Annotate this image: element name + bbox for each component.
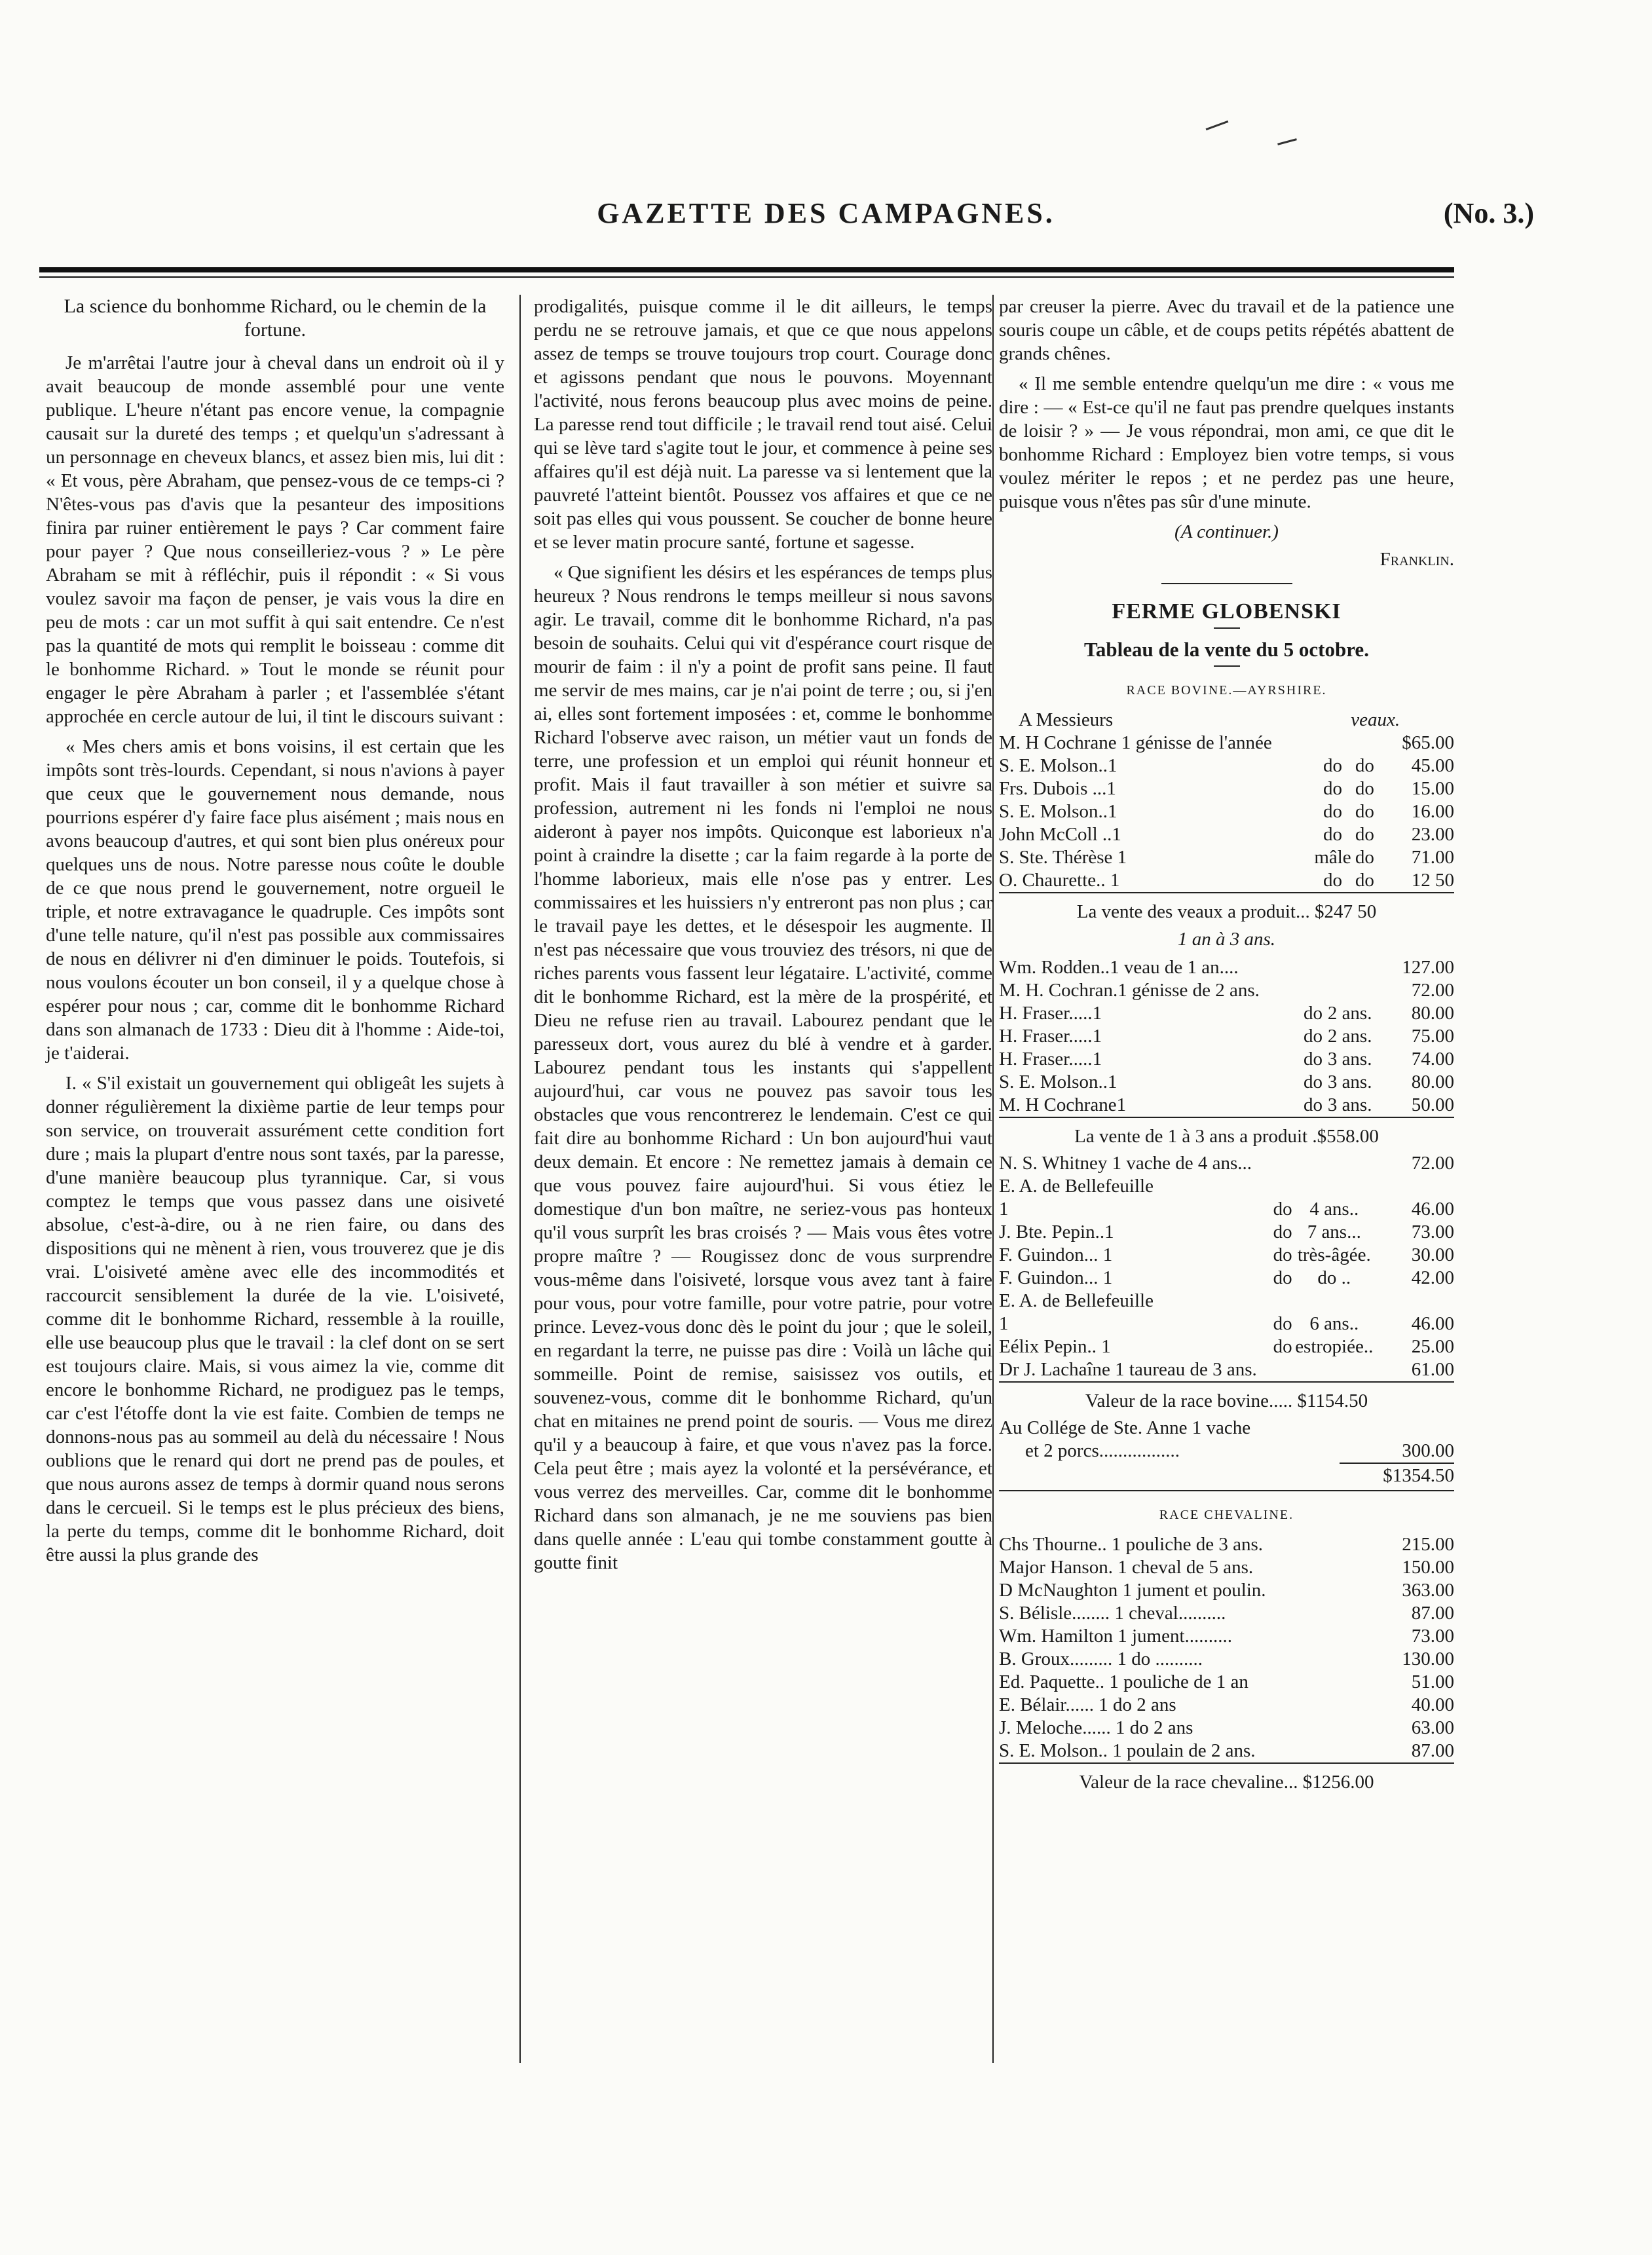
table-row: [999, 823, 1454, 846]
table-row: [999, 1694, 1454, 1717]
table-row: [999, 1671, 1454, 1694]
row-col2: do: [1323, 755, 1342, 776]
row-amount: 130.00: [1402, 1649, 1454, 1669]
row-col3: do ..: [1317, 1267, 1351, 1288]
row-col2: mâle: [1314, 847, 1351, 868]
table-row: [999, 755, 1454, 777]
row-name: Major Hanson. 1 cheval de 5 ans.: [999, 1557, 1254, 1578]
column-1: [46, 295, 504, 1573]
table-row: [999, 956, 1454, 979]
table-row: [999, 1002, 1454, 1025]
row-col3: [1293, 1358, 1376, 1381]
row-col3: do: [1355, 801, 1374, 822]
row-col2: do: [1303, 1094, 1323, 1115]
row-col2: do: [1303, 1072, 1323, 1092]
row-col3: do: [1355, 778, 1374, 799]
row-amount: 46.00: [1411, 1313, 1454, 1334]
row-col2: do: [1323, 824, 1342, 845]
cows-table: [999, 1152, 1454, 1381]
row-col3: do: [1355, 847, 1374, 868]
row-amount: 87.00: [1411, 1603, 1454, 1624]
article-paragraph: « Que signifient les désirs et les espérances de temps plus heureux ? Nous rendrons le temps meilleur si nous savons agir. Le travail, comme dit le bonhomme Richard, n'a pas besoin de souhaits. Celui qui vit d'espérance court risque de mourir de faim : il n'y a point de profit sans peine. Il faut me servir de mes mains, car je n'ai point de terre ; ou, si j'en ai, elles sont fortement imposées : et, comme le bonhomme Richard l'observe avec raison, un métier vaut un fonds de terre, une profession et un emploi qui réunit honneur et profit. Mais il faut travailler à son métier et suivre sa profession, autrement ni les fonds ni l'emploi ne nous aideront à payer nos impôts. Quiconque est laborieux n'a point à craindre la disette ; car la faim regarde à la porte de l'homme laborieux, mais elle n'ose pas y entrer. Les commissaires et les huissiers n'y entreront pas non plus ; car le travail paye les dettes, et le désespoir les augmente. Il n'est pas nécessaire que vous trouviez des trésors, ni que de riches parents vous fassent leur légataire. L'activité, comme dit le bonhomme Richard, est la mère de la prospérité, et Dieu ne refuse rien au travail. Labourez pendant que le paresseux dort, vous aurez du blé à vendre et à garder. Labourez pendant tous les instants qui s'appellent aujourd'hui, car vous ne pouvez pas savoir tous les obstacles que vous rencontrerez le lendemain. C'est ce qui fait dire au bonhomme Richard : Un bon aujourd'hui vaut deux demain. Et encore : Ne remettez jamais à demain ce que vous pouvez faire aujourd'hui. Si vous étiez le domestique d'un bon maître, ne seriez-vous pas honteux qu'il vous surprît les bras croisés ? — Mais vous êtes votre propre maître ? — Rougissez donc de vous surprendre vous-même dans l'oisiveté, lorsque vous avez tant à faire pour vous, pour votre famille, pour votre patrie, pour votre prince. Levez-vous donc dès le point du jour ; que le soleil, en regardant la terre, ne puisse pas dire : Voilà un lâche qui sommeille. Point de remise, saisissez vos outils, et souvenez-vous, comme dit le bonhomme Richard, qu'un chat en mitaines ne prend point de souris. — Vous me direz qu'il y a beaucoup à faire, et que vous n'avez pas la force. Cela peut être ; mais ayez la volonté et la persévérance, et vous verrez des merveilles. Car, comme dit le bonhomme Richard dans son almanach, je ne me souviens pas bien dans quelle année : L'eau qui tombe constamment goutte à goutte finit: [534, 562, 992, 1573]
row-amount: 300.00: [1402, 1440, 1454, 1461]
row-col2: [1273, 1175, 1293, 1198]
column-2: [534, 295, 992, 1581]
row-name: J. Bte. Pepin..1: [999, 1221, 1114, 1242]
table-row: [999, 1358, 1454, 1381]
article-paragraph: « Il me semble entendre quelqu'un me dire : « vous me dire : — « Est-ce qu'il ne faut pas prendre quelques instants de loisir ? » — Je vous répondrai, mon ami, ce que dit le bonhomme Richard : Employez bien votre temps, si vous voulez mériter le repos ; et ne perdez pas une heure, puisque vous n'êtes pas sûr d'une minute.: [999, 373, 1454, 512]
title-rule: [1214, 665, 1240, 667]
row-name: B. Groux......... 1 do ..........: [999, 1649, 1203, 1669]
row-name: H. Fraser.....1: [999, 1003, 1102, 1024]
row-col3: do: [1355, 870, 1374, 891]
row-name: John McColl ..1: [999, 824, 1121, 845]
row-name: Wm. Hamilton 1 jument..........: [999, 1626, 1233, 1647]
article-paragraph: par creuser la pierre. Avec du travail et de la patience une souris coupe un câble, et de coups petits répétés abattent de grands chênes.: [999, 296, 1454, 364]
row-name: N. S. Whitney 1 vache de 4 ans...: [999, 1153, 1252, 1174]
row-amount: $65.00: [1402, 732, 1454, 753]
table-row: [999, 1335, 1454, 1358]
table-row: [999, 800, 1454, 823]
row-col3: 7 ans...: [1307, 1221, 1361, 1242]
table-row: [999, 1648, 1454, 1671]
table-row: [999, 1094, 1454, 1117]
row-amount: 51.00: [1411, 1671, 1454, 1692]
article-title: La science du bonhomme Richard, ou le chemin de la fortune.: [64, 295, 487, 341]
row-amount: [1376, 1175, 1454, 1198]
table-row: [999, 1533, 1454, 1556]
row-name: Dr J. Lachaîne 1 taureau de 3 ans.: [999, 1359, 1257, 1380]
row-amount: 80.00: [1411, 1003, 1454, 1024]
row-amount: 40.00: [1411, 1694, 1454, 1715]
row-amount: 72.00: [1411, 980, 1454, 1001]
row-name: Eélix Pepin.. 1: [999, 1336, 1111, 1357]
continuation-note: (A continuer.): [1174, 521, 1279, 542]
table-row: [999, 1175, 1454, 1198]
row-amount: [1376, 1290, 1454, 1313]
row-name: E. Bélair...... 1 do 2 ans: [999, 1694, 1176, 1715]
row-col2: [1302, 979, 1324, 1002]
scan-mark: [1277, 138, 1297, 145]
total-rule: [999, 1762, 1454, 1764]
article-paragraph: I. « S'il existait un gouvernement qui obligeât les sujets à donner régulièrement la dixième partie de leur temps pour son service, on trouverait assurément cette condition fort dure ; mais la plupart d'entre nous sont taxés, par la paresse, d'une manière beaucoup plus tyrannique. Car, si vous comptez le temps que vous passez dans une oisiveté absolue, c'est-à-dire, ou à ne rien faire, ou dans des dispositions qui ne mènent à rien, vous trouverez que je dis vrai. L'oisiveté amène avec elle des incommodités et raccourcit sensiblement la durée de la vie. L'oisiveté, comme dit le bonhomme Richard, ressemble à la rouille, elle use beaucoup plus que le travail : la clef dont on se sert est toujours claire. Mais, si vous aimez la vie, comme dit encore le bonhomme Richard, ne prodiguez pas le temps, car c'est l'étoffe dont la vie est faite. Combien de temps ne donnons-nous pas au sommeil au delà du nécessaire ! Nous oublions que le renard qui dort ne prend pas de poules, et que nous aurons assez de temps à dormir quand nous serons dans le cercueil. Si le temps est le plus précieux des biens, la perte du temps, comme dit le bonhomme Richard, doit être aussi la plus grande des: [46, 1073, 504, 1565]
total-rule: [999, 1381, 1454, 1383]
title-rule: [1214, 627, 1240, 629]
row-col2: do: [1273, 1221, 1292, 1242]
row-col3: 3 ans.: [1327, 1049, 1372, 1070]
row-col3: estropiée..: [1295, 1336, 1374, 1357]
row-amount: 61.00: [1411, 1359, 1454, 1380]
table-row: [999, 1071, 1454, 1094]
total-rule: [999, 892, 1454, 893]
row-amount: 150.00: [1402, 1557, 1454, 1578]
row-col3: 3 ans.: [1327, 1072, 1372, 1092]
row-col2: do: [1303, 1049, 1323, 1070]
table-row: [999, 1625, 1454, 1648]
row-col3: [1293, 1175, 1376, 1198]
row-amount: 45.00: [1411, 755, 1454, 776]
row-col3: do: [1355, 824, 1374, 845]
sale-subtitle: Tableau de la vente du 5 octobre.: [1084, 638, 1369, 661]
row-name: Chs Thourne.. 1 pouliche de 3 ans.: [999, 1534, 1263, 1555]
row-col2: do: [1323, 801, 1342, 822]
header-rule-thin: [39, 276, 1454, 278]
row-amount: 363.00: [1402, 1580, 1454, 1601]
table-row: [999, 1244, 1454, 1267]
row-col2: do: [1273, 1267, 1292, 1288]
table-row: [999, 1602, 1454, 1625]
scan-mark: [1206, 121, 1229, 130]
row-col3: do: [1355, 755, 1374, 776]
issue-number: (No. 3.): [1443, 197, 1534, 229]
row-amount: 87.00: [1411, 1740, 1454, 1761]
table-row: [999, 1221, 1454, 1244]
yearlings-total: La vente de 1 à 3 ans a produit .$558.00: [1074, 1126, 1379, 1147]
row-amount: 74.00: [1411, 1049, 1454, 1070]
article-paragraph: prodigalités, puisque comme il le dit ailleurs, le temps perdu ne se retrouve jamais, et que ce que nous appelons assez de temps se trouve toujours trop court. Courage donc et agissons pendant que nous le pouvons. Moyennant l'activité, nous ferons beaucoup plus avec moins de peine. La paresse rend tout difficile ; le travail rend tout aisé. Celui qui se lève tard s'agite tout le jour, et commence à peine ses affaires qu'il est déjà nuit. La paresse va si lentement que la pauvreté l'atteint bientôt. Poussez vos affaires et que ce ne soit pas elles qui vous poussent. Se coucher de bonne heure et se lever matin procure santé, fortune et sagesse.: [534, 296, 992, 553]
row-col2: do: [1273, 1244, 1292, 1265]
row-name: F. Guindon... 1: [999, 1244, 1113, 1265]
row-name: Ed. Paquette.. 1 pouliche de 1 an: [999, 1671, 1248, 1692]
row-col2: [1302, 956, 1324, 979]
row-name: M. H Cochrane 1 génisse de l'année: [999, 732, 1272, 753]
table-row: [999, 732, 1454, 755]
row-name: O. Chaurette.. 1: [999, 870, 1120, 891]
article-paragraph: « Mes chers amis et bons voisins, il est certain que les impôts sont très-lourds. Cependant, si nous n'avions à payer que ceux que le gouvernement nous demande, nous pourrions espérer d'y faire face plus aisément ; mais nous en avons beaucoup d'autres, et qui sont bien plus onéreux pour quelques uns de nous. Notre paresse nous coûte le double de ce que nous prend le gouvernement, notre orgueil le triple, et notre extravagance le quadruple. Ces impôts sont d'une telle nature, qu'il n'est pas possible aux commissaires de nous en délivrer ni d'en diminuer le poids. Toutefois, si nous voulons écouter un bon conseil, il y a quelque chose à espérer pour nous ; car, comme dit le bonhomme Richard dans son almanach de 1733 : Dieu dit à l'homme : Aide-toi, je t'aiderai.: [46, 736, 504, 1064]
row-amount: 73.00: [1411, 1626, 1454, 1647]
section-rule: [1161, 583, 1292, 584]
row-amount: 215.00: [1402, 1534, 1454, 1555]
table-row: [999, 1290, 1454, 1313]
row-col2: do: [1273, 1199, 1292, 1220]
row-name: F. Guindon... 1: [999, 1267, 1113, 1288]
row-amount: 25.00: [1411, 1336, 1454, 1357]
table-row: [999, 846, 1454, 869]
farm-title: FERME GLOBENSKI: [1112, 599, 1342, 624]
row-col3: 2 ans.: [1327, 1003, 1372, 1024]
newspaper-title: GAZETTE DES CAMPAGNES.: [597, 197, 1055, 229]
row-col2: do: [1303, 1003, 1323, 1024]
horse-value: Valeur de la race chevaline... $1256.00: [1079, 1772, 1374, 1793]
row-col3: [1293, 1152, 1376, 1175]
row-name: S. Bélisle........ 1 cheval..........: [999, 1603, 1226, 1624]
row-col2: [1311, 732, 1354, 755]
row-name: E. A. de Bellefeuille: [999, 1290, 1154, 1311]
row-name: S. E. Molson..1: [999, 755, 1117, 776]
row-col3: très-âgée.: [1297, 1244, 1371, 1265]
header-cell: A Messieurs: [1019, 709, 1114, 730]
row-col3: 4 ans..: [1309, 1199, 1359, 1220]
row-col2: [1273, 1152, 1293, 1175]
table-row: [999, 1025, 1454, 1048]
row-col3: [1354, 732, 1376, 755]
row-col3: [1293, 1290, 1376, 1313]
table-row: [999, 1556, 1454, 1579]
total-rule: [999, 1117, 1454, 1118]
section-heading: RACE CHEVALINE.: [1159, 1508, 1294, 1522]
section-heading: RACE BOVINE.—AYRSHIRE.: [1126, 683, 1327, 698]
row-name: M. H. Cochran.1 génisse de 2 ans.: [999, 980, 1260, 1001]
total-rule: [999, 1490, 1454, 1491]
row-name: H. Fraser.....1: [999, 1049, 1102, 1070]
table-row: [999, 1198, 1454, 1221]
yearlings-table: [999, 956, 1454, 1117]
table-row: [999, 1440, 1454, 1463]
row-name: Au Collége de Ste. Anne 1 vache: [999, 1417, 1251, 1438]
row-amount: 42.00: [1411, 1267, 1454, 1288]
table-row: [999, 1048, 1454, 1071]
row-amount: 50.00: [1411, 1094, 1454, 1115]
row-amount: 127.00: [1402, 957, 1454, 978]
row-col2: do: [1303, 1026, 1323, 1047]
table-row: [999, 1579, 1454, 1602]
article-paragraph: Je m'arrêtai l'autre jour à cheval dans un endroit où il y avait beaucoup de monde assemblé pour une vente publique. L'heure n'étant pas encore venue, la compagnie causait sur la dureté des temps ; et quelqu'un s'adressant à un personnage en cheveux blancs, et assez bien mis, lui dit : « Et vous, père Abraham, que pensez-vous de ce temps-ci ? N'êtes-vous pas d'avis que la pesanteur des impositions finira par ruiner entièrement le pays ? Car comment faire pour payer ? Que nous conseilleriez-vous ? » Le père Abraham se mit à réfléchir, puis il répondit : « Si vous voulez savoir ma façon de penser, je vais vous la dire en peu de mots : car un mot suffit à qui sait entendre. Ce n'est pas la quantité de mots qui remplit le boisseau : comme dit le bonhomme Richard. » Tout le monde se réunit pour engager le père Abraham à parler ; et l'assemblée s'étant approchée en cercle autour de lui, il tint le discours suivant :: [46, 352, 504, 727]
college-table: [999, 1417, 1454, 1463]
row-name: E. A. de Bellefeuille: [999, 1176, 1154, 1197]
table-row: [999, 1740, 1454, 1762]
column-divider: [992, 295, 994, 2063]
row-col3: 3 ans.: [1327, 1094, 1372, 1115]
column-3: [999, 295, 1454, 1798]
sub-heading: 1 an à 3 ans.: [1177, 929, 1276, 950]
grand-total: $1354.50: [1383, 1465, 1454, 1486]
row-col2: [1273, 1358, 1293, 1381]
row-name: 1: [999, 1313, 1009, 1334]
table-row: [999, 777, 1454, 800]
row-amount: 15.00: [1411, 778, 1454, 799]
row-amount: 23.00: [1411, 824, 1454, 845]
row-name: J. Meloche...... 1 do 2 ans: [999, 1717, 1193, 1738]
row-name: et 2 porcs.................: [1025, 1440, 1180, 1461]
table-row: [999, 979, 1454, 1002]
row-col3: [1324, 979, 1376, 1002]
row-name: S. E. Molson.. 1 poulain de 2 ans.: [999, 1740, 1256, 1761]
table-row: [999, 1152, 1454, 1175]
veaux-total: La vente des veaux a produit... $247 50: [1076, 901, 1377, 922]
row-amount: 46.00: [1411, 1199, 1454, 1220]
row-amount: 72.00: [1411, 1153, 1454, 1174]
author-signature: Franklin.: [1380, 549, 1454, 570]
veaux-table: [999, 709, 1454, 892]
header-rule-thick: [39, 267, 1454, 272]
table-header-row: [999, 709, 1454, 732]
row-name: S. E. Molson..1: [999, 1072, 1117, 1092]
horses-table: [999, 1533, 1454, 1762]
row-col2: do: [1273, 1336, 1292, 1357]
row-name: S. E. Molson..1: [999, 801, 1117, 822]
table-row: [999, 1717, 1454, 1740]
row-amount: 73.00: [1411, 1221, 1454, 1242]
row-col3: 2 ans.: [1327, 1026, 1372, 1047]
table-row: [999, 1417, 1454, 1440]
table-row: [999, 869, 1454, 892]
row-name: S. Ste. Thérèse 1: [999, 847, 1127, 868]
row-col2: do: [1273, 1313, 1292, 1334]
bovine-value: Valeur de la race bovine..... $1154.50: [1085, 1390, 1368, 1411]
table-row: [999, 1267, 1454, 1290]
row-amount: 16.00: [1411, 801, 1454, 822]
row-col3: [1324, 956, 1376, 979]
header-cell: veaux.: [1351, 709, 1400, 730]
row-col2: [1273, 1290, 1293, 1313]
row-amount: 12 50: [1411, 870, 1454, 891]
row-col2: do: [1323, 870, 1342, 891]
row-col2: do: [1323, 778, 1342, 799]
page-header: [0, 196, 1652, 255]
table-row: [999, 1313, 1454, 1335]
row-name: M. H Cochrane1: [999, 1094, 1127, 1115]
row-amount: 75.00: [1411, 1026, 1454, 1047]
row-amount: 71.00: [1411, 847, 1454, 868]
row-name: 1: [999, 1199, 1009, 1220]
row-name: H. Fraser.....1: [999, 1026, 1102, 1047]
row-name: D McNaughton 1 jument et poulin.: [999, 1580, 1266, 1601]
row-amount: 30.00: [1411, 1244, 1454, 1265]
row-name: Frs. Dubois ...1: [999, 778, 1116, 799]
row-col3: 6 ans..: [1309, 1313, 1359, 1334]
row-amount: 80.00: [1411, 1072, 1454, 1092]
row-amount: 63.00: [1411, 1717, 1454, 1738]
row-name: Wm. Rodden..1 veau de 1 an....: [999, 957, 1239, 978]
column-divider: [519, 295, 521, 2063]
